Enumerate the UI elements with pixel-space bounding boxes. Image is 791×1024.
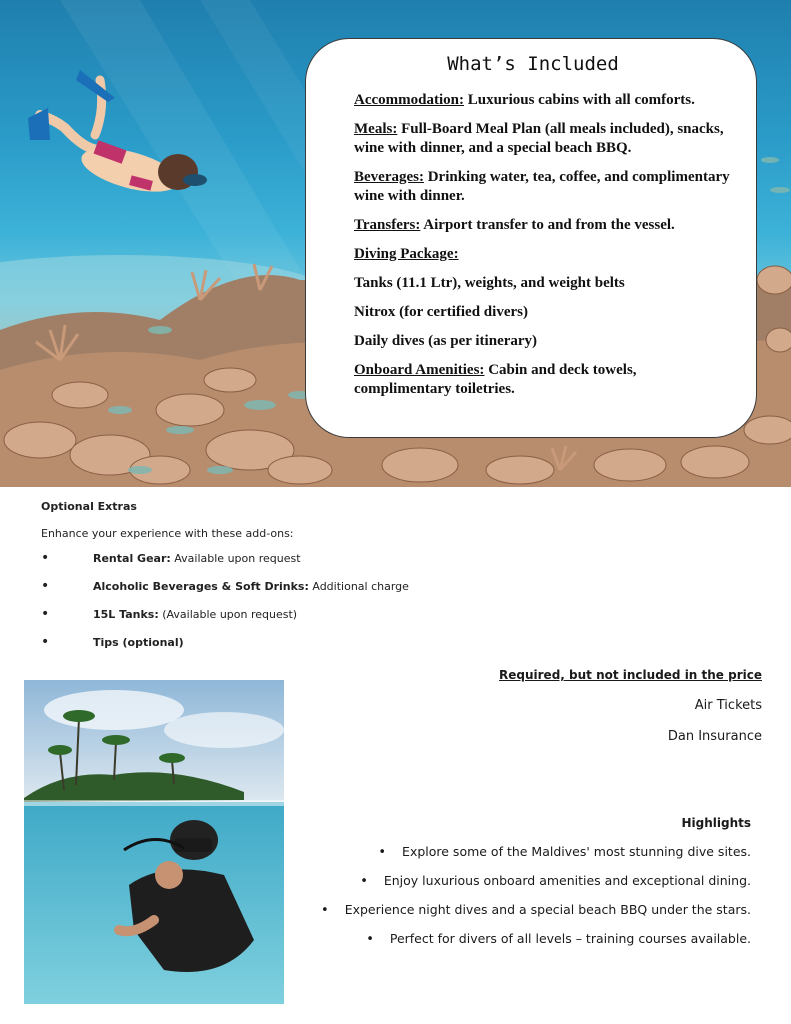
bullet-icon: • [378, 845, 387, 860]
required-item-dan-insurance: Dan Insurance [667, 729, 762, 744]
whats-included-box [305, 38, 757, 438]
highlight-item: • Explore some of the Maldives' most stunning dive sites. [378, 844, 751, 860]
included-item-meals: Meals: Full-Board Meal Plan (all meals included), snacks, wine with dinner, and a special beach BBQ. [354, 121, 724, 156]
included-item-tanks: Tanks (11.1 Ltr), weights, and weight belts [354, 275, 625, 291]
optional-extras-heading: Optional Extras [41, 500, 137, 513]
extra-item-beverages: • Alcoholic Beverages & Soft Drinks: Additional charge [41, 580, 409, 608]
optional-extras-intro: Enhance your experience with these add-ons: [41, 527, 294, 540]
bullet-icon: • [321, 903, 329, 918]
highlight-item: • Enjoy luxurious onboard amenities and exceptional dining. [360, 873, 751, 889]
highlights-section [321, 816, 751, 960]
included-item-transfers: Transfers: Airport transfer to and from the vessel. [354, 217, 675, 233]
extra-item-tips: • Tips (optional) [41, 636, 409, 664]
optional-extras-section [41, 500, 409, 664]
required-section [499, 668, 762, 760]
required-heading: Required, but not included in the price [499, 668, 762, 682]
optional-extras-list [41, 552, 409, 664]
highlight-item: • Experience night dives and a special beach BBQ under the stars. [321, 902, 751, 918]
included-list [354, 91, 732, 399]
whats-included-title: What’s Included [447, 53, 619, 75]
included-item-diving-package: Diving Package: [354, 246, 459, 262]
highlights-list [321, 844, 751, 960]
extra-item-rental-gear: • Rental Gear: Available upon request [41, 552, 409, 580]
included-item-beverages: Beverages: Drinking water, tea, coffee, and complimentary wine with dinner. [354, 169, 730, 204]
required-item-air-tickets: Air Tickets [694, 698, 762, 713]
diver-island-photo [24, 680, 284, 1004]
bullet-icon: • [366, 932, 374, 947]
bullet-icon: • [360, 874, 368, 889]
included-item-nitrox: Nitrox (for certified divers) [354, 304, 528, 320]
included-item-daily-dives: Daily dives (as per itinerary) [354, 333, 538, 349]
included-item-accommodation: Accommodation: Luxurious cabins with all comforts. [354, 92, 695, 108]
included-item-onboard-amenities: Onboard Amenities: Cabin and deck towels, complimentary toiletries. [354, 362, 637, 397]
extra-item-15l-tanks: • 15L Tanks: (Available upon request) [41, 608, 409, 636]
highlights-heading: Highlights [681, 816, 751, 830]
highlight-item: • Perfect for divers of all levels – training courses available. [366, 931, 751, 947]
